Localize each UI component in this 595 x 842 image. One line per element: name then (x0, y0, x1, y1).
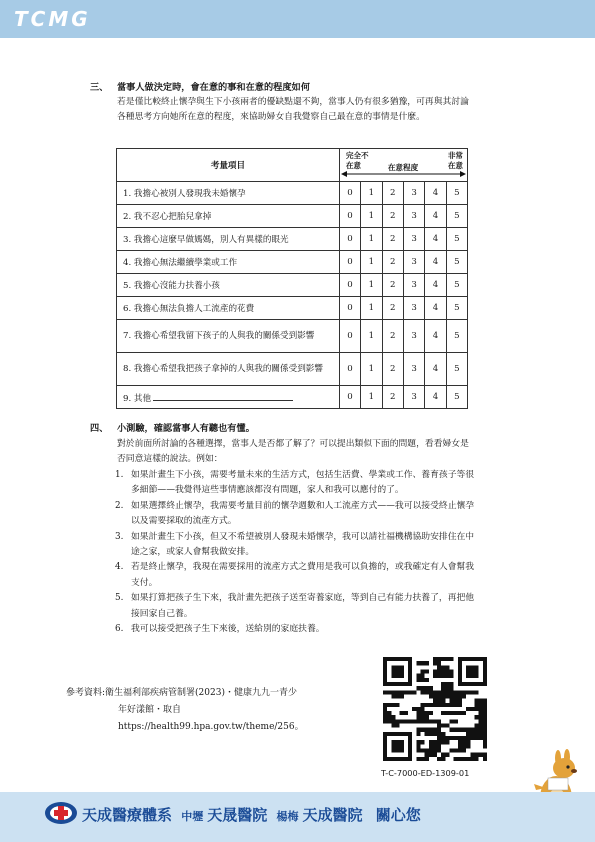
scale-option[interactable]: 2 (382, 353, 403, 386)
quiz-list (115, 468, 475, 637)
brand-logo-text: TCMG (14, 7, 91, 31)
scale-option[interactable]: 3 (403, 251, 424, 274)
scale-option[interactable]: 3 (403, 228, 424, 251)
section-3-number: 三、 (90, 82, 109, 93)
scale-option[interactable]: 3 (403, 297, 424, 320)
scale-option[interactable]: 2 (382, 205, 403, 228)
consideration-table (116, 148, 468, 409)
list-item: 6. 我可以接受把孩子生下來後，送給別的家庭扶養。 (115, 624, 325, 635)
scale-left-label: 完全不在意 (345, 151, 369, 170)
scale-option[interactable]: 1 (361, 205, 382, 228)
scale-option[interactable]: 1 (361, 320, 382, 353)
scale-option[interactable]: 0 (339, 251, 360, 274)
scale-option[interactable]: 3 (403, 182, 424, 205)
scale-option[interactable]: 5 (446, 274, 467, 297)
scale-option[interactable]: 2 (382, 274, 403, 297)
scale-option[interactable]: 1 (361, 182, 382, 205)
scale-option[interactable]: 5 (446, 320, 467, 353)
section-4-number: 四、 (90, 423, 109, 434)
footer-hospital-line (82, 804, 421, 825)
reference-url[interactable]: https://health99.hpa.gov.tw/theme/256。 (118, 722, 304, 732)
scale-option[interactable]: 4 (425, 228, 446, 251)
scale-option[interactable]: 4 (425, 274, 446, 297)
top-banner (0, 0, 595, 38)
consideration-item: 6. 我擔心無法負擔人工流產的花費 (117, 297, 340, 320)
scale-option[interactable]: 0 (339, 228, 360, 251)
scale-option[interactable]: 5 (446, 386, 467, 409)
scale-arrow-icon (341, 170, 466, 178)
scale-option[interactable]: 1 (361, 353, 382, 386)
consideration-item: 3. 我擔心這麼早做媽媽，別人有異樣的眼光 (117, 228, 340, 251)
list-item: 1. 如果計畫生下小孩，需要考量未來的生活方式，包括生活費、學業或工作、養育孩子等很多細節——我覺得這些事情應該都沒有問題，家人和我可以應付的了。 (115, 470, 475, 496)
scale-option[interactable]: 3 (403, 274, 424, 297)
scale-option[interactable]: 5 (446, 182, 467, 205)
scale-option[interactable]: 2 (382, 182, 403, 205)
list-item: 2. 如果選擇終止懷孕，我需要考量目前的懷孕週數和人工流產方式——我可以接受終止懷孕以及需要採取的流產方式。 (115, 500, 475, 527)
scale-option[interactable]: 5 (446, 205, 467, 228)
scale-option[interactable]: 1 (361, 297, 382, 320)
table-row (117, 205, 468, 228)
scale-option[interactable]: 5 (446, 297, 467, 320)
list-item: 5. 如果打算把孩子生下來，我計畫先把孩子送至寄養家庭，等到自己有能力扶養了，再把他接回家自己養。 (115, 593, 475, 619)
scale-option[interactable]: 2 (382, 386, 403, 409)
scale-option[interactable]: 5 (446, 353, 467, 386)
scale-option[interactable]: 3 (403, 353, 424, 386)
table-row (117, 386, 468, 409)
list-item: 3. 如果計畫生下小孩，但又不希望被別人發現未婚懷孕，我可以請社福機構協助安排住在中途之家，或家人會幫我做安排。 (115, 531, 475, 558)
scale-option[interactable]: 1 (361, 251, 382, 274)
footer-slogan: 關心您 (375, 806, 421, 824)
qr-code-icon[interactable] (383, 657, 487, 761)
scale-option[interactable]: 2 (382, 228, 403, 251)
scale-option[interactable]: 0 (339, 353, 360, 386)
scale-option[interactable]: 4 (425, 386, 446, 409)
scale-option[interactable]: 4 (425, 205, 446, 228)
section-3-intro: 若是僅比較終止懷孕與生下小孩兩者的優缺點還不夠，當事人仍有很多猶豫，可再與其討論各種思考方向她所在意的程度，來協助婦女自我覺察自己最在意的事情是什麼。 (117, 97, 469, 122)
scale-option[interactable]: 5 (446, 228, 467, 251)
scale-option[interactable]: 2 (382, 251, 403, 274)
reference-label: 參考資料: (66, 688, 106, 698)
footer-banner (0, 792, 595, 842)
consideration-item: 1. 我擔心被別人發現我未婚懷孕 (117, 182, 340, 205)
other-label: 9. 其他 (123, 393, 152, 404)
scale-option[interactable]: 0 (339, 182, 360, 205)
consideration-item: 5. 我擔心沒能力扶養小孩 (117, 274, 340, 297)
reference-block (66, 685, 376, 736)
table-row (117, 274, 468, 297)
scale-mid-label: 在意程度 (387, 163, 419, 172)
footer-location-2: 楊梅 (276, 810, 299, 823)
table-header-scale (339, 149, 467, 182)
section-4-intro: 對於前面所討論的各種選擇，當事人是否都了解了？可以提出類似下面的問題，看看婦女是否同意這樣的說法。例如： (117, 439, 469, 464)
scale-option[interactable]: 0 (339, 320, 360, 353)
table-row (117, 353, 468, 386)
scale-option[interactable]: 4 (425, 320, 446, 353)
footer-system: 天成醫療體系 (82, 806, 173, 824)
table-row (117, 251, 468, 274)
scale-option[interactable]: 0 (339, 386, 360, 409)
reference-text-1: 衛生福利部疾病管制署(2023)・健康九九一青少 (105, 688, 297, 698)
scale-option[interactable]: 1 (361, 228, 382, 251)
table-row (117, 297, 468, 320)
scale-option[interactable]: 4 (425, 251, 446, 274)
scale-option[interactable]: 3 (403, 320, 424, 353)
consideration-item: 8. 我擔心希望我把孩子拿掉的人與我的關係受到影響 (117, 353, 340, 386)
consideration-item (117, 386, 340, 409)
footer-location-1: 中壢 (181, 810, 204, 823)
scale-option[interactable]: 4 (425, 182, 446, 205)
reference-text-2: 年好漾館・取自 (118, 705, 182, 715)
scale-option[interactable]: 4 (425, 353, 446, 386)
scale-option[interactable]: 0 (339, 274, 360, 297)
scale-option[interactable]: 5 (446, 251, 467, 274)
list-item: 4. 若是終止懷孕，我現在需要採用的流產方式之費用是我可以負擔的，或我確定有人會幫我支付。 (115, 562, 475, 588)
scale-option[interactable]: 1 (361, 386, 382, 409)
scale-option[interactable]: 0 (339, 205, 360, 228)
scale-option[interactable]: 4 (425, 297, 446, 320)
other-blank-line[interactable] (153, 391, 293, 401)
table-row (117, 182, 468, 205)
table-header-item: 考量項目 (117, 149, 340, 182)
consideration-item: 7. 我擔心希望我留下孩子的人與我的關係受到影響 (117, 320, 340, 353)
scale-option[interactable]: 2 (382, 320, 403, 353)
document-code: T-C-7000-ED-1309-01 (381, 768, 470, 778)
hospital-logo-icon (44, 800, 78, 826)
scale-option[interactable]: 2 (382, 297, 403, 320)
footer-hospital-2: 天成醫院 (302, 806, 363, 824)
scale-option[interactable]: 1 (361, 274, 382, 297)
scale-option[interactable]: 3 (403, 205, 424, 228)
footer-hospital-1: 天晟醫院 (207, 806, 268, 824)
consideration-item: 2. 我不忍心把胎兒拿掉 (117, 205, 340, 228)
scale-option[interactable]: 0 (339, 297, 360, 320)
table-row (117, 228, 468, 251)
table-row (117, 320, 468, 353)
scale-option[interactable]: 3 (403, 386, 424, 409)
section-4-title: 小測驗，確認當事人有聽也有懂。 (117, 423, 255, 434)
section-3-title: 當事人做決定時，會在意的事和在意的程度如何 (117, 82, 310, 93)
consideration-item: 4. 我擔心無法繼續學業或工作 (117, 251, 340, 274)
scale-right-label: 非常在意 (447, 151, 463, 170)
